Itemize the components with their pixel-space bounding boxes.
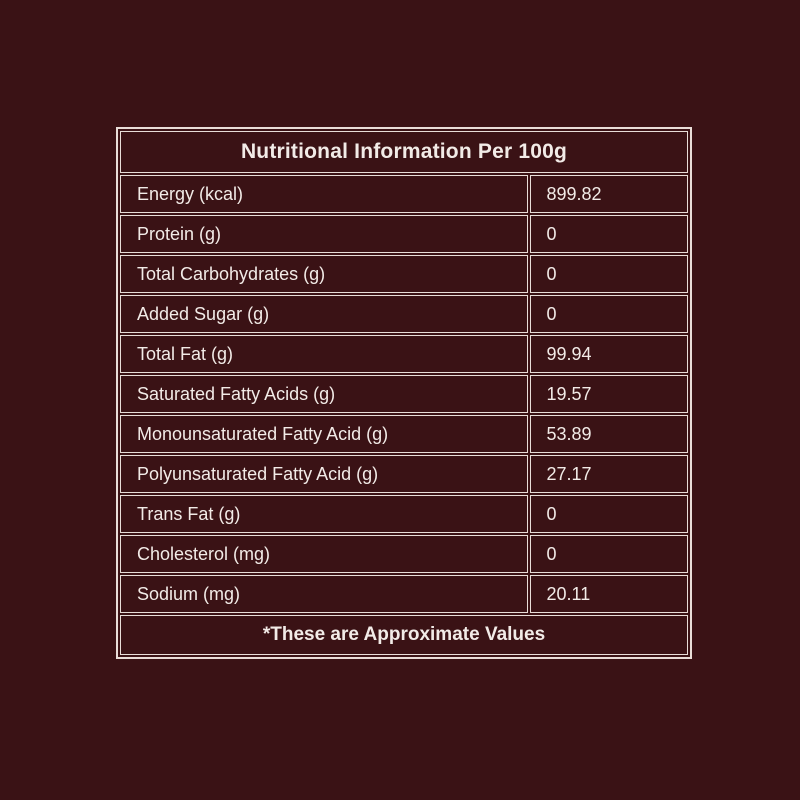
row-value: 0 (530, 215, 688, 253)
table-row (120, 295, 688, 333)
table-row (120, 495, 688, 533)
row-label: Protein (g) (120, 215, 528, 253)
table-row (120, 175, 688, 213)
table-row (120, 415, 688, 453)
row-value: 99.94 (530, 335, 688, 373)
row-label: Monounsaturated Fatty Acid (g) (120, 415, 528, 453)
nutrition-table (116, 127, 692, 659)
table-row (120, 215, 688, 253)
table-row (120, 375, 688, 413)
row-label: Cholesterol (mg) (120, 535, 528, 573)
row-value: 53.89 (530, 415, 688, 453)
table-title: Nutritional Information Per 100g (120, 131, 688, 173)
row-value: 0 (530, 295, 688, 333)
table-footnote: *These are Approximate Values (120, 615, 688, 655)
row-label: Added Sugar (g) (120, 295, 528, 333)
row-label: Total Carbohydrates (g) (120, 255, 528, 293)
row-value: 0 (530, 535, 688, 573)
row-value: 27.17 (530, 455, 688, 493)
row-label: Sodium (mg) (120, 575, 528, 613)
nutrition-panel (116, 127, 692, 659)
row-label: Energy (kcal) (120, 175, 528, 213)
table-title-row (120, 131, 688, 173)
row-label: Saturated Fatty Acids (g) (120, 375, 528, 413)
table-row (120, 455, 688, 493)
row-value: 899.82 (530, 175, 688, 213)
table-row (120, 575, 688, 613)
row-label: Trans Fat (g) (120, 495, 528, 533)
row-label: Total Fat (g) (120, 335, 528, 373)
row-value: 20.11 (530, 575, 688, 613)
row-label: Polyunsaturated Fatty Acid (g) (120, 455, 528, 493)
table-footnote-row (120, 615, 688, 655)
row-value: 0 (530, 495, 688, 533)
row-value: 0 (530, 255, 688, 293)
row-value: 19.57 (530, 375, 688, 413)
table-row (120, 535, 688, 573)
table-row (120, 335, 688, 373)
table-row (120, 255, 688, 293)
